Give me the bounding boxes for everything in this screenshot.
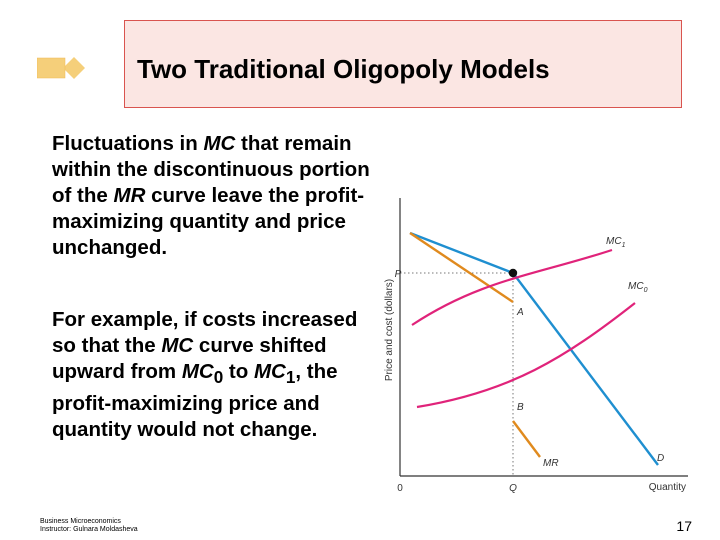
para2-mc1-sub: 1 bbox=[285, 368, 296, 388]
para2-mc0-sub: 0 bbox=[213, 368, 224, 388]
y-axis-label: Price and cost (dollars) bbox=[384, 278, 395, 382]
price-label: P bbox=[394, 269, 402, 280]
para2-text-3: to bbox=[223, 360, 254, 383]
mc1-label bbox=[606, 236, 626, 249]
para2-mc: MC bbox=[161, 334, 194, 357]
paragraph-example bbox=[52, 307, 382, 443]
mr-label: MR bbox=[543, 458, 559, 469]
demand-curve bbox=[410, 233, 658, 465]
title-box bbox=[124, 20, 682, 108]
origin-label: 0 bbox=[397, 483, 403, 494]
para2-text-2: curve shifted upward from bbox=[52, 334, 327, 383]
mc0-label-base: MC bbox=[628, 281, 644, 292]
quantity-label: Q bbox=[509, 483, 517, 494]
demand-label: D bbox=[657, 453, 665, 464]
mc1-curve bbox=[412, 250, 612, 325]
para1-mr: MR bbox=[113, 184, 146, 207]
slide-title: Two Traditional Oligopoly Models bbox=[137, 54, 550, 84]
para2-mc0: MC bbox=[181, 360, 214, 383]
equilibrium-point bbox=[509, 269, 517, 277]
para2-text-4: , the profit-maximizing price and quantity would not change. bbox=[52, 360, 338, 442]
mc1-label-base: MC bbox=[606, 236, 622, 247]
footer-line-1: Business Microeconomics bbox=[40, 518, 121, 525]
para1-text-3: curve leave the profit-maximizing quantity and price unchanged. bbox=[52, 184, 365, 259]
decorative-arrow-icon bbox=[37, 55, 87, 81]
para2-mc1: MC bbox=[253, 360, 286, 383]
para1-text-1: Fluctuations in bbox=[52, 132, 204, 155]
para1-mc: MC bbox=[203, 132, 236, 155]
kinked-demand-graph bbox=[360, 180, 700, 500]
para1-text-2: that remain within the discontinuous portion of the bbox=[52, 132, 370, 207]
point-a-label: A bbox=[517, 307, 524, 318]
point-b-label: B bbox=[517, 402, 524, 413]
x-axis-label: Quantity bbox=[648, 482, 686, 493]
mc0-label bbox=[628, 281, 648, 294]
paragraph-fluctuations bbox=[52, 131, 382, 261]
mr-curve-lower bbox=[513, 421, 540, 457]
para2-text-1: For example, if costs increased so that the bbox=[52, 308, 358, 357]
footer-line-2: Instructor: Gulnara Moldasheva bbox=[40, 526, 138, 533]
footer bbox=[40, 518, 138, 534]
page-number: 17 bbox=[676, 518, 692, 534]
mc0-label-sub: 0 bbox=[643, 287, 648, 294]
mc1-label-sub: 1 bbox=[621, 242, 626, 249]
